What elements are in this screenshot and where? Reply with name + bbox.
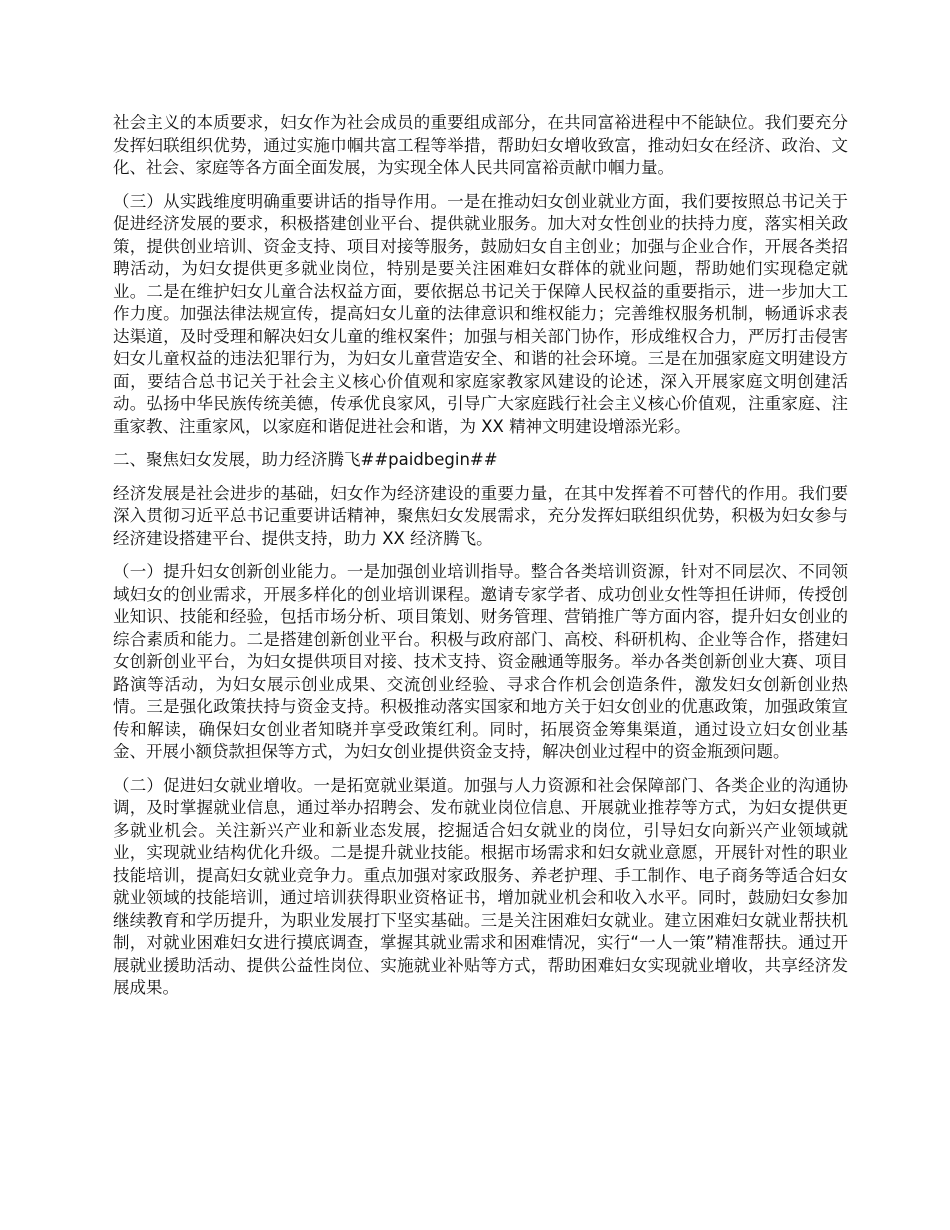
body-paragraph-5: （二）促进妇女就业增收。一是拓宽就业渠道。加强与人力资源和社会保障部门、各类企业的沟通协调，及时掌握就业信息，通过举办招聘会、发布就业岗位信息、开展就业推荐等方式，为妇女提供更多就业机会。关注新兴产业和新业态发展，挖掘适合妇女就业的岗位，引导妇女向新兴产业领域就业，实现就业结构优化升级。二是提升就业技能。根据市场需求和妇女就业意愿，开展针对性的职业技能培训，提高妇女就业竞争力。重点加强对家政服务、养老护理、手工制作、电子商务等适合妇女就业领域的技能培训，通过培训获得职业资格证书，增加就业机会和收入水平。同时，鼓励妇女参加继续教育和学历提升，为职业发展打下坚实基础。三是关注困难妇女就业。建立困难妇女就业帮扶机制，对就业困难妇女进行摸底调查，掌握其就业需求和困难情况，实行“一人一策”精准帮扶。通过开展就业援助活动、提供公益性岗位、实施就业补贴等方式，帮助困难妇女实现就业增收，共享经济发展成果。	[113, 775, 848, 997]
section-heading: 二、聚焦妇女发展，助力经济腾飞##paidbegin##	[113, 450, 498, 469]
body-paragraph-2: （三）从实践维度明确重要讲话的指导作用。一是在推动妇女创业就业方面，我们要按照总书记关于促进经济发展的要求，积极搭建创业平台、提供就业服务。加大对女性创业的扶持力度，落实相关政策，提供创业培训、资金支持、项目对接等服务，鼓励妇女自主创业；加强与企业合作，开展各类招聘活动，为妇女提供更多就业岗位，特别是要关注困难妇女群体的就业问题，帮助她们实现稳定就业。二是在维护妇女儿童合法权益方面，要依据总书记关于保障人民权益的重要指示，进一步加大工作力度。加强法律法规宣传，提高妇女儿童的法律意识和维权能力；完善维权服务机制，畅通诉求表达渠道，及时受理和解决妇女儿童的维权案件；加强与相关部门协作，形成维权合力，严厉打击侵害妇女儿童权益的违法犯罪行为，为妇女儿童营造安全、和谐的社会环境。三是在加强家庭文明建设方面，要结合总书记关于社会主义核心价值观和家庭家教家风建设的论述，深入开展家庭文明创建活动。弘扬中华民族传统美德，传承优良家风，引导广大家庭践行社会主义核心价值观，注重家庭、注重家教、注重家风，以家庭和谐促进社会和谐，为 XX 精神文明建设增添光彩。	[113, 191, 848, 436]
body-paragraph-1: 社会主义的本质要求，妇女作为社会成员的重要组成部分，在共同富裕进程中不能缺位。我们要充分发挥妇联组织优势，通过实施巾帼共富工程等举措，帮助妇女增收致富，推动妇女在经济、政治、文化、社会、家庭等各方面全面发展，为实现全体人民共同富裕贡献巾帼力量。	[113, 113, 848, 177]
document-page	[113, 112, 848, 1011]
body-paragraph-3: 经济发展是社会进步的基础，妇女作为经济建设的重要力量，在其中发挥着不可替代的作用。我们要深入贯彻习近平总书记重要讲话精神，聚焦妇女发展需求，充分发挥妇联组织优势，积极为妇女参与经济建设搭建平台、提供支持，助力 XX 经济腾飞。	[113, 483, 848, 548]
body-paragraph-4: （一）提升妇女创新创业能力。一是加强创业培训指导。整合各类培训资源，针对不同层次、不同领域妇女的创业需求，开展多样化的创业培训课程。邀请专家学者、成功创业女性等担任讲师，传授创业知识、技能和经验，包括市场分析、项目策划、财务管理、营销推广等方面内容，提升妇女创业的综合素质和能力。二是搭建创新创业平台。积极与政府部门、高校、科研机构、企业等合作，搭建妇女创新创业平台，为妇女提供项目对接、技术支持、资金融通等服务。举办各类创新创业大赛、项目路演等活动，为妇女展示创业成果、交流创业经验、寻求合作机会创造条件，激发妇女创新创业热情。三是强化政策扶持与资金支持。积极推动落实国家和地方关于妇女创业的优惠政策，加强政策宣传和解读，确保妇女创业者知晓并享受政策红利。同时，拓展资金筹集渠道，通过设立妇女创业基金、开展小额贷款担保等方式，为妇女创业提供资金支持，解决创业过程中的资金瓶颈问题。	[113, 562, 848, 761]
